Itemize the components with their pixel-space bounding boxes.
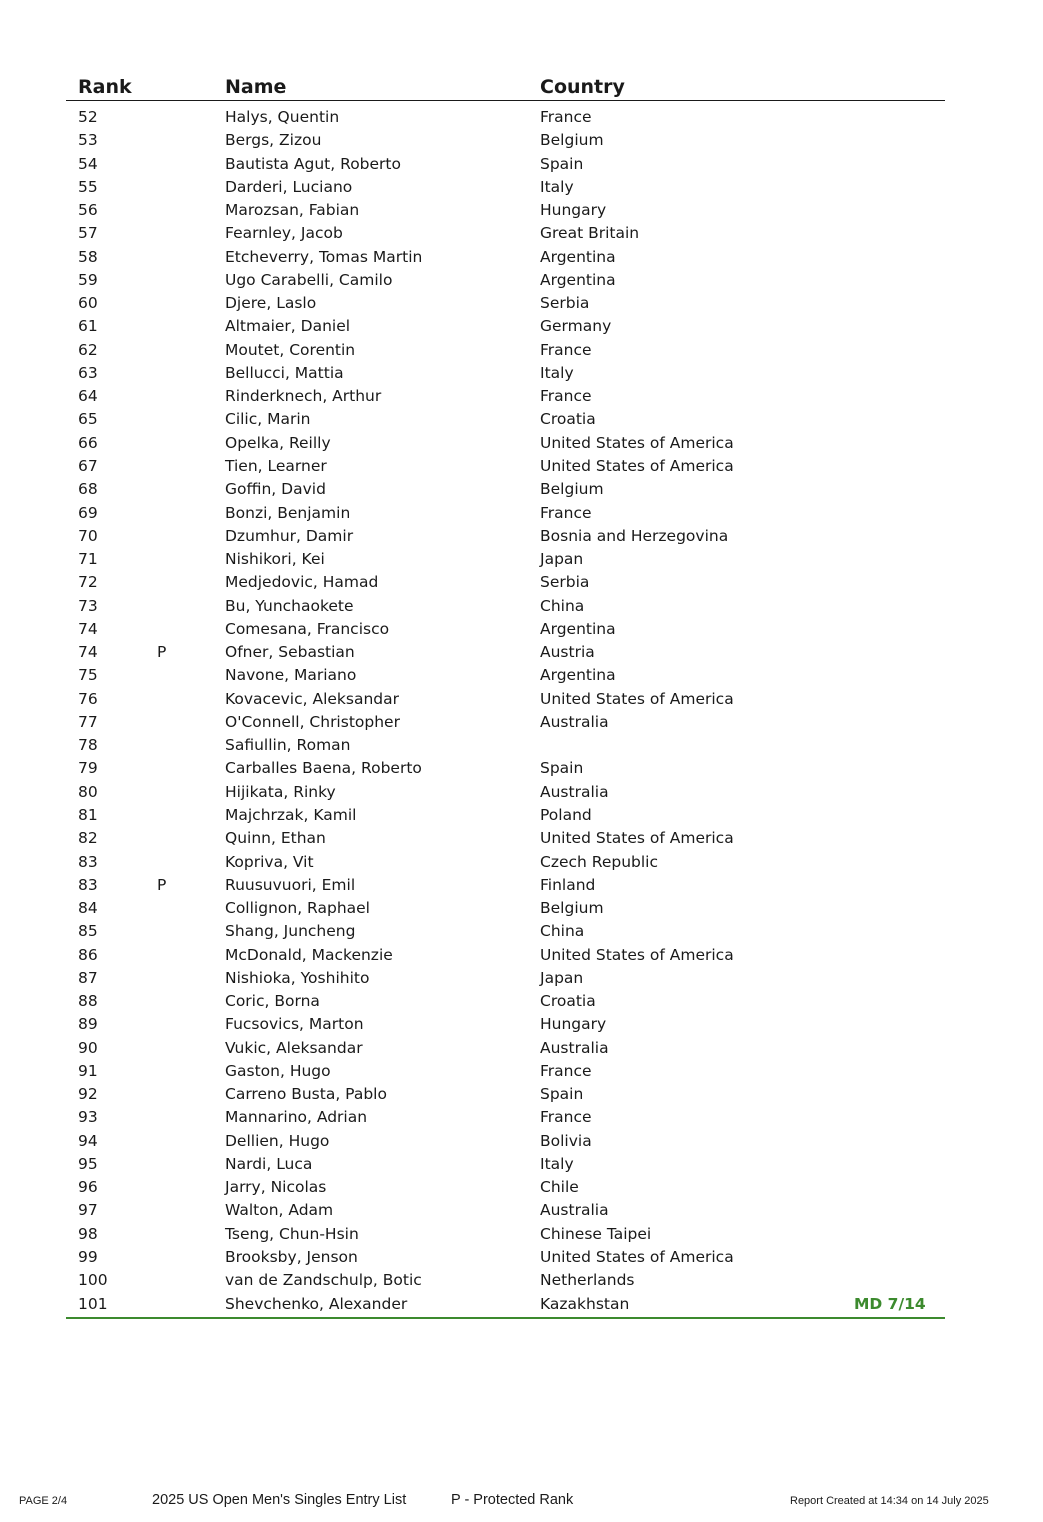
table-row	[66, 548, 945, 571]
table-row	[66, 595, 945, 618]
country-cell: Argentina	[540, 666, 616, 685]
player-name-cell: Kopriva, Vit	[225, 852, 314, 871]
footer-title: 2025 US Open Men's Singles Entry List	[152, 1492, 407, 1508]
table-row	[66, 711, 945, 734]
player-name-cell: Vukic, Aleksandar	[225, 1038, 363, 1057]
rank-cell: 53	[78, 131, 98, 150]
table-row	[66, 455, 945, 478]
table-row	[66, 176, 945, 199]
rank-cell: 72	[78, 573, 98, 592]
player-name-cell: Dellien, Hugo	[225, 1131, 330, 1150]
player-name-cell: Cilic, Marin	[225, 410, 311, 429]
table-row	[66, 1106, 945, 1129]
country-cell: Belgium	[540, 480, 604, 499]
rank-cell: 101	[78, 1294, 108, 1313]
country-cell: Germany	[540, 317, 612, 336]
table-row	[66, 153, 945, 176]
player-name-cell: Shevchenko, Alexander	[225, 1294, 408, 1313]
table-row	[66, 944, 945, 967]
country-cell: Austria	[540, 643, 595, 662]
country-cell: Chile	[540, 1178, 579, 1197]
table-row	[66, 525, 945, 548]
rank-cell: 100	[78, 1271, 108, 1290]
country-cell: Poland	[540, 805, 592, 824]
country-cell: Spain	[540, 1085, 584, 1104]
player-name-cell: Brooksby, Jenson	[225, 1248, 358, 1267]
country-cell: Netherlands	[540, 1271, 635, 1290]
player-name-cell: Fearnley, Jacob	[225, 224, 343, 243]
rank-cell: 64	[78, 387, 98, 406]
country-cell: France	[540, 387, 592, 406]
rank-cell: 86	[78, 945, 98, 964]
table-row	[66, 874, 945, 897]
table-row	[66, 222, 945, 245]
country-cell: Chinese Taipei	[540, 1224, 652, 1243]
table-row	[66, 246, 945, 269]
table-row	[66, 1153, 945, 1176]
country-cell: China	[540, 596, 585, 615]
player-name-cell: Bergs, Zizou	[225, 131, 322, 150]
rank-cell: 57	[78, 224, 98, 243]
rank-cell: 62	[78, 340, 98, 359]
country-cell: Bosnia and Herzegovina	[540, 526, 729, 545]
player-name-cell: O'Connell, Christopher	[225, 712, 400, 731]
rank-cell: 98	[78, 1224, 98, 1243]
table-row	[66, 362, 945, 385]
table-row	[66, 385, 945, 408]
rank-cell: 59	[78, 270, 98, 289]
rank-cell: 94	[78, 1131, 98, 1150]
player-name-cell: Medjedovic, Hamad	[225, 573, 379, 592]
rank-cell: 91	[78, 1061, 98, 1080]
player-name-cell: Hijikata, Rinky	[225, 782, 336, 801]
country-cell: United States of America	[540, 1248, 734, 1267]
player-name-cell: McDonald, Mackenzie	[225, 945, 393, 964]
table-row	[66, 734, 945, 757]
table-row	[66, 292, 945, 315]
player-name-cell: Coric, Borna	[225, 992, 320, 1011]
player-name-cell: Tseng, Chun-Hsin	[225, 1224, 359, 1243]
rank-cell: 99	[78, 1248, 98, 1267]
rank-cell: 84	[78, 899, 98, 918]
country-cell: Australia	[540, 712, 609, 731]
protected-flag-cell: P	[157, 875, 167, 894]
country-cell: Croatia	[540, 992, 596, 1011]
player-name-cell: Shang, Juncheng	[225, 922, 356, 941]
table-row	[66, 851, 945, 874]
rank-cell: 71	[78, 550, 98, 569]
table-row	[66, 781, 945, 804]
footer-page-number: PAGE 2/4	[19, 1495, 68, 1507]
country-cell: China	[540, 922, 585, 941]
country-cell: Japan	[540, 550, 584, 569]
table-row	[66, 106, 945, 129]
player-name-cell: Mannarino, Adrian	[225, 1108, 368, 1127]
table-row	[66, 1176, 945, 1199]
country-cell: Spain	[540, 154, 584, 173]
player-name-cell: van de Zandschulp, Botic	[225, 1271, 422, 1290]
table-body	[66, 101, 945, 1319]
player-name-cell: Rinderknech, Arthur	[225, 387, 382, 406]
country-cell: United States of America	[540, 829, 734, 848]
player-name-cell: Quinn, Ethan	[225, 829, 326, 848]
player-name-cell: Majchrzak, Kamil	[225, 805, 357, 824]
rank-cell: 93	[78, 1108, 98, 1127]
rank-cell: 83	[78, 875, 98, 894]
player-name-cell: Tien, Learner	[225, 456, 327, 475]
rank-cell: 60	[78, 294, 98, 313]
rank-cell: 56	[78, 201, 98, 220]
rank-cell: 85	[78, 922, 98, 941]
draw-note-cell: MD 7/14	[854, 1294, 926, 1313]
player-name-cell: Nardi, Luca	[225, 1154, 313, 1173]
rank-cell: 69	[78, 503, 98, 522]
footer-legend: P - Protected Rank	[451, 1492, 574, 1508]
country-cell: Japan	[540, 968, 584, 987]
rank-cell: 89	[78, 1015, 98, 1034]
rank-cell: 76	[78, 689, 98, 708]
rank-cell: 61	[78, 317, 98, 336]
table-row	[66, 1130, 945, 1153]
country-cell: Serbia	[540, 294, 590, 313]
player-name-cell: Safiullin, Roman	[225, 736, 351, 755]
table-row	[66, 1083, 945, 1106]
player-name-cell: Nishioka, Yoshihito	[225, 968, 370, 987]
country-cell: France	[540, 108, 592, 126]
country-cell: United States of America	[540, 945, 734, 964]
country-cell: Argentina	[540, 247, 616, 266]
table-row	[66, 757, 945, 780]
country-cell: Belgium	[540, 131, 604, 150]
table-row	[66, 618, 945, 641]
country-cell: Hungary	[540, 201, 607, 220]
page-footer	[0, 1490, 1043, 1514]
rank-cell: 97	[78, 1201, 98, 1220]
rank-cell: 82	[78, 829, 98, 848]
country-cell: Belgium	[540, 899, 604, 918]
country-cell: Australia	[540, 1201, 609, 1220]
country-cell: Serbia	[540, 573, 590, 592]
player-name-cell: Bautista Agut, Roberto	[225, 154, 401, 173]
header-name: Name	[225, 76, 287, 98]
table-row	[66, 1199, 945, 1222]
rank-cell: 68	[78, 480, 98, 499]
table-row	[66, 641, 945, 664]
player-name-cell: Darderi, Luciano	[225, 177, 353, 196]
rank-cell: 74	[78, 619, 98, 638]
country-cell: Australia	[540, 782, 609, 801]
rank-cell: 63	[78, 363, 98, 382]
rank-cell: 90	[78, 1038, 98, 1057]
player-name-cell: Marozsan, Fabian	[225, 201, 360, 220]
player-name-cell: Comesana, Francisco	[225, 619, 390, 638]
country-cell: Bolivia	[540, 1131, 592, 1150]
country-cell: United States of America	[540, 456, 734, 475]
table-row	[66, 1013, 945, 1036]
table-row	[66, 827, 945, 850]
table-row	[66, 432, 945, 455]
rank-cell: 70	[78, 526, 98, 545]
table-row	[66, 269, 945, 292]
player-name-cell: Ugo Carabelli, Camilo	[225, 270, 393, 289]
player-name-cell: Kovacevic, Aleksandar	[225, 689, 399, 708]
table-row	[66, 571, 945, 594]
table-row	[66, 1293, 945, 1316]
header-country: Country	[540, 76, 625, 98]
player-name-cell: Djere, Laslo	[225, 294, 317, 313]
table-row	[66, 990, 945, 1013]
player-name-cell: Navone, Mariano	[225, 666, 357, 685]
player-name-cell: Fucsovics, Marton	[225, 1015, 364, 1034]
player-name-cell: Carballes Baena, Roberto	[225, 759, 422, 778]
rank-cell: 52	[78, 108, 98, 126]
country-cell: Argentina	[540, 619, 616, 638]
rank-cell: 96	[78, 1178, 98, 1197]
player-name-cell: Jarry, Nicolas	[225, 1178, 327, 1197]
country-cell: France	[540, 1108, 592, 1127]
rank-cell: 54	[78, 154, 98, 173]
rank-cell: 66	[78, 433, 98, 452]
player-name-cell: Carreno Busta, Pablo	[225, 1085, 387, 1104]
country-cell: Finland	[540, 875, 596, 894]
table-row	[66, 408, 945, 431]
player-name-cell: Ruusuvuori, Emil	[225, 875, 356, 894]
player-name-cell: Altmaier, Daniel	[225, 317, 351, 336]
player-name-cell: Bu, Yunchaokete	[225, 596, 354, 615]
rank-cell: 75	[78, 666, 98, 685]
country-cell: Croatia	[540, 410, 596, 429]
country-cell: United States of America	[540, 433, 734, 452]
table-row	[66, 1060, 945, 1083]
rank-cell: 65	[78, 410, 98, 429]
rank-cell: 92	[78, 1085, 98, 1104]
rank-cell: 73	[78, 596, 98, 615]
rank-cell: 77	[78, 712, 98, 731]
table-header	[66, 74, 945, 101]
table-row	[66, 1246, 945, 1269]
table-row	[66, 967, 945, 990]
table-row	[66, 129, 945, 152]
table-row	[66, 339, 945, 362]
player-name-cell: Bellucci, Mattia	[225, 363, 344, 382]
player-name-cell: Moutet, Corentin	[225, 340, 356, 359]
player-name-cell: Dzumhur, Damir	[225, 526, 354, 545]
country-cell: Hungary	[540, 1015, 607, 1034]
country-cell: France	[540, 1061, 592, 1080]
table-row	[66, 478, 945, 501]
rank-cell: 67	[78, 456, 98, 475]
country-cell: Italy	[540, 1154, 574, 1173]
table-row	[66, 664, 945, 687]
rank-cell: 81	[78, 805, 98, 824]
table-row	[66, 804, 945, 827]
country-cell: Spain	[540, 759, 584, 778]
country-cell: Italy	[540, 363, 574, 382]
country-cell: United States of America	[540, 689, 734, 708]
table-row	[66, 1223, 945, 1246]
country-cell: France	[540, 503, 592, 522]
country-cell: Italy	[540, 177, 574, 196]
table-row	[66, 315, 945, 338]
player-name-cell: Ofner, Sebastian	[225, 643, 355, 662]
protected-flag-cell: P	[157, 643, 167, 662]
table-row	[66, 1037, 945, 1060]
player-name-cell: Goffin, David	[225, 480, 326, 499]
rank-cell: 79	[78, 759, 98, 778]
table-row	[66, 688, 945, 711]
table-row	[66, 502, 945, 525]
rank-cell: 83	[78, 852, 98, 871]
country-cell: Czech Republic	[540, 852, 659, 871]
table-row	[66, 1269, 945, 1292]
rank-cell: 78	[78, 736, 98, 755]
country-cell: Argentina	[540, 270, 616, 289]
country-cell: Kazakhstan	[540, 1294, 630, 1313]
rank-cell: 74	[78, 643, 98, 662]
player-name-cell: Nishikori, Kei	[225, 550, 325, 569]
header-rank: Rank	[78, 76, 132, 98]
rank-cell: 95	[78, 1154, 98, 1173]
player-name-cell: Gaston, Hugo	[225, 1061, 331, 1080]
player-name-cell: Walton, Adam	[225, 1201, 334, 1220]
player-name-cell: Halys, Quentin	[225, 108, 340, 126]
player-name-cell: Bonzi, Benjamin	[225, 503, 351, 522]
rank-cell: 88	[78, 992, 98, 1011]
rank-cell: 87	[78, 968, 98, 987]
footer-report-created: Report Created at 14:34 on 14 July 2025	[790, 1495, 989, 1507]
rank-cell: 80	[78, 782, 98, 801]
table-row	[66, 920, 945, 943]
entry-list-table	[66, 74, 945, 1319]
country-cell: Australia	[540, 1038, 609, 1057]
player-name-cell: Etcheverry, Tomas Martin	[225, 247, 423, 266]
player-name-cell: Collignon, Raphael	[225, 899, 370, 918]
country-cell: Great Britain	[540, 224, 640, 243]
player-name-cell: Opelka, Reilly	[225, 433, 331, 452]
rank-cell: 58	[78, 247, 98, 266]
rank-cell: 55	[78, 177, 98, 196]
table-row	[66, 199, 945, 222]
table-row	[66, 897, 945, 920]
country-cell: France	[540, 340, 592, 359]
